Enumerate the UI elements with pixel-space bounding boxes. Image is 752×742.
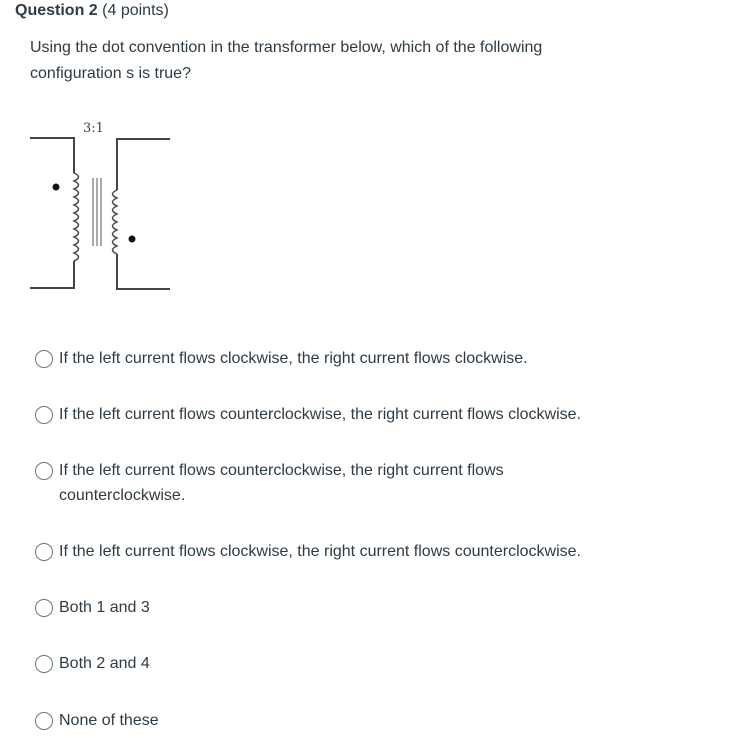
primary-wire-bottom <box>30 261 74 288</box>
secondary-coil <box>113 190 118 254</box>
primary-polarity-dot <box>53 184 60 191</box>
question-title: Question 2 <box>15 2 98 19</box>
question-prompt: Using the dot convention in the transformer below, which of the following configuration s is true? <box>30 39 543 82</box>
option-label: If the left current flows counterclockwise, the right current flows clockwise. <box>59 406 581 423</box>
option-label: If the left current flows counterclockwise, the right current flows counterclockwise. <box>59 462 504 504</box>
answer-option-4[interactable] <box>35 542 649 564</box>
transformer-figure <box>28 118 178 303</box>
question-points: (4 points) <box>102 2 169 19</box>
option-label: None of these <box>59 712 159 729</box>
turns-ratio-label: 3:1 <box>83 121 104 136</box>
answer-option-6[interactable] <box>35 654 649 676</box>
option-label: If the left current flows clockwise, the right current flows counterclockwise. <box>59 543 581 560</box>
answer-option-7[interactable] <box>35 711 649 733</box>
radio-button[interactable] <box>35 655 53 673</box>
option-label: Both 2 and 4 <box>59 655 150 672</box>
radio-button[interactable] <box>35 599 53 617</box>
answer-option-5[interactable] <box>35 598 649 620</box>
primary-coil <box>74 173 79 261</box>
transformer-diagram <box>28 118 178 298</box>
option-label: If the left current flows clockwise, the right current flows clockwise. <box>59 350 528 367</box>
radio-button[interactable] <box>35 462 53 480</box>
option-label: Both 1 and 3 <box>59 599 150 616</box>
answer-option-3[interactable] <box>35 461 579 508</box>
answer-option-1[interactable] <box>35 349 649 371</box>
radio-button[interactable] <box>35 712 53 730</box>
secondary-wire-top <box>117 139 170 190</box>
question-header <box>15 2 169 20</box>
radio-button[interactable] <box>35 350 53 368</box>
radio-button[interactable] <box>35 406 53 424</box>
secondary-polarity-dot <box>129 236 136 243</box>
radio-button[interactable] <box>35 543 53 561</box>
primary-wire-top <box>30 138 74 173</box>
answer-option-2[interactable] <box>35 405 649 427</box>
secondary-wire-bottom <box>117 254 170 289</box>
